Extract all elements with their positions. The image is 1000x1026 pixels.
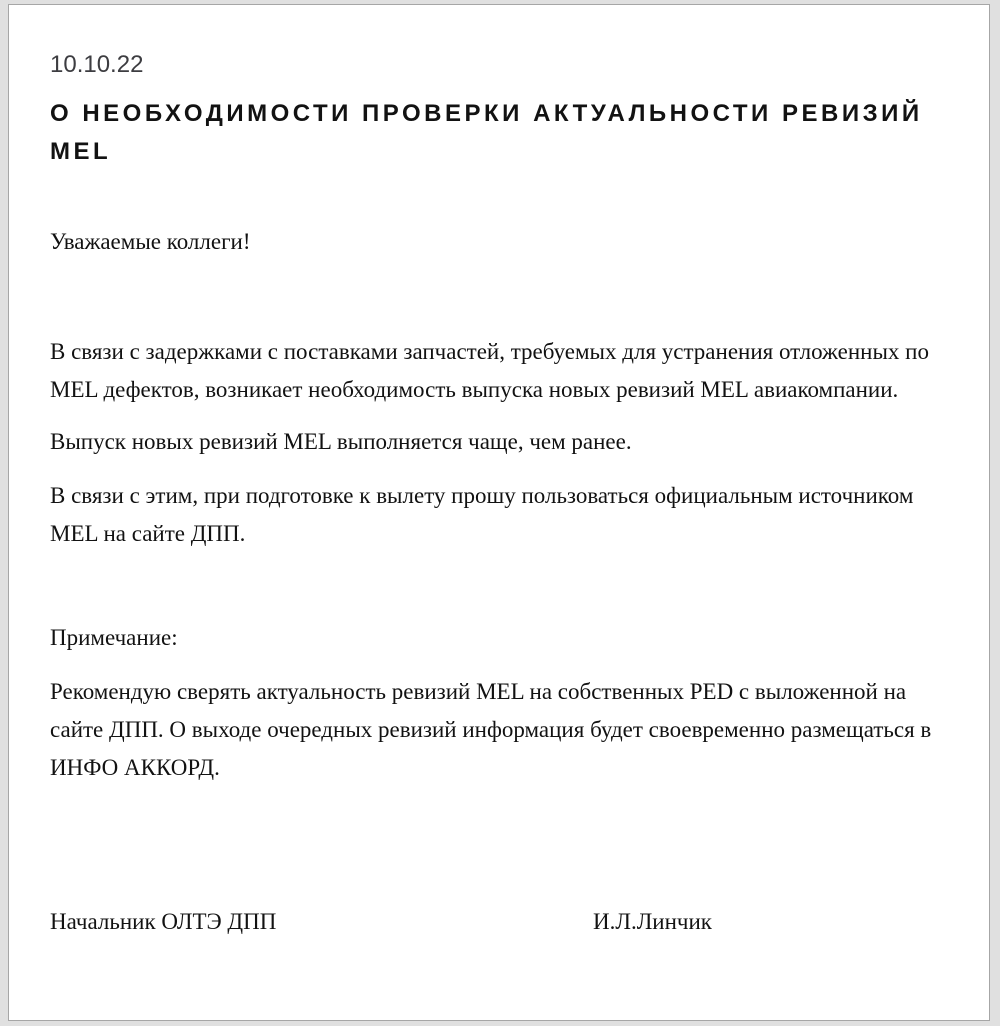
greeting-text: Уважаемые коллеги! bbox=[50, 229, 251, 254]
document-page bbox=[8, 4, 990, 1021]
document-title: О НЕОБХОДИМОСТИ ПРОВЕРКИ АКТУАЛЬНОСТИ РЕВИЗИЙ MEL bbox=[50, 100, 923, 165]
note-label: Примечание: bbox=[50, 625, 178, 650]
note-text: Рекомендую сверять актуальность ревизий MEL на собственных PED с выложенной на сайте ДПП. О выходе очередных ревизий информация будет своевременно размещаться в ИНФО АККОРД. bbox=[50, 679, 932, 780]
paragraph-revision-frequency: Выпуск новых ревизий MEL выполняется чаще, чем ранее. bbox=[50, 429, 632, 454]
signature-row bbox=[50, 903, 939, 941]
document-date: 10.10.22 bbox=[50, 51, 144, 78]
paragraph-supply-delays: В связи с задержками с поставками запчастей, требуемых для устранения отложенных по MEL дефектов, возникает необходимость выпуска новых ревизий MEL авиакомпании. bbox=[50, 339, 929, 402]
signature-name: И.Л.Линчик bbox=[593, 909, 712, 934]
signature-position: Начальник ОЛТЭ ДПП bbox=[50, 909, 277, 934]
paragraph-official-source: В связи с этим, при подготовке к вылету прошу пользоваться официальным источником MEL на сайте ДПП. bbox=[50, 483, 914, 546]
